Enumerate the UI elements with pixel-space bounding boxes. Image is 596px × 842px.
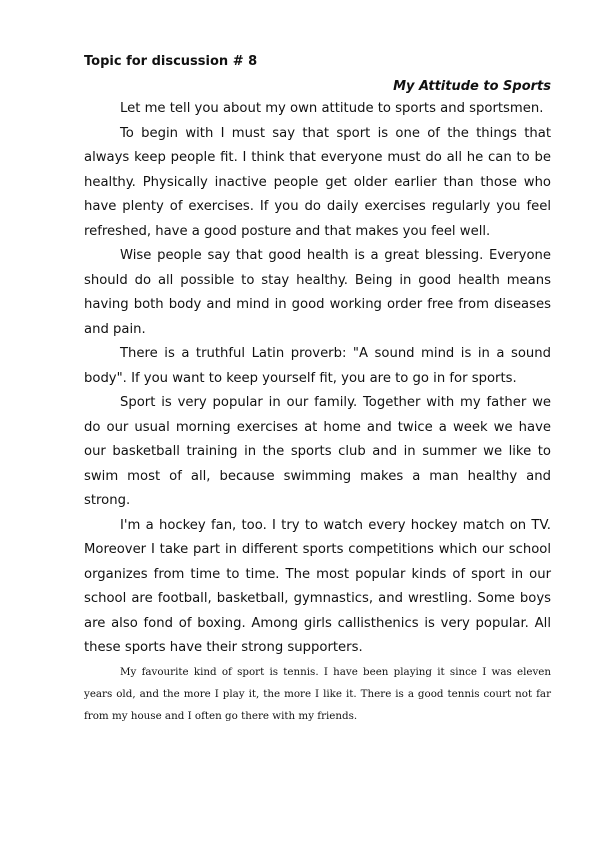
- paragraph-fitness: To begin with I must say that sport is one of the things that always keep people fit. I think that everyone must do all he can to be healthy. Physically inactive people get older earlier than those who have plenty of exercises. If you do daily exercises regularly you feel refreshed, have a good posture and that makes you feel well.: [84, 125, 551, 239]
- paragraph-proverb: There is a truthful Latin proverb: "A sound mind is in a sound body". If you want to keep yourself fit, you are to go in for sports.: [84, 346, 551, 386]
- document-body: [84, 54, 551, 727]
- paragraph-health: Wise people say that good health is a great blessing. Everyone should do all possible to stay healthy. Being in good health means having both body and mind in good working order free from diseases and pain.: [84, 248, 551, 337]
- topic-heading: Topic for discussion # 8: [84, 54, 258, 69]
- paragraph-tennis: My favourite kind of sport is tennis. I have been playing it since I was eleven years old, and the more I play it, the more I like it. There is a good tennis court not far from my house and I often go there with my friends.: [84, 665, 551, 722]
- paragraph-intro: Let me tell you about my own attitude to sports and sportsmen.: [120, 101, 544, 116]
- paragraph-hockey: I'm a hockey fan, too. I try to watch every hockey match on TV. Moreover I take part in different sports competitions which our school organizes from time to time. The most popular kinds of sport in our school are football, basketball, gymnastics, and wrestling. Some boys are also fond of boxing. Among girls callisthenics is very popular. All these sports have their strong supporters.: [84, 517, 551, 655]
- paragraph-family: Sport is very popular in our family. Together with my father we do our usual morning exercises at home and twice a week we have our basketball training in the sports club and in summer we like to swim most of all, because swimming makes a man healthy and strong.: [84, 395, 551, 508]
- essay-title: My Attitude to Sports: [393, 79, 551, 94]
